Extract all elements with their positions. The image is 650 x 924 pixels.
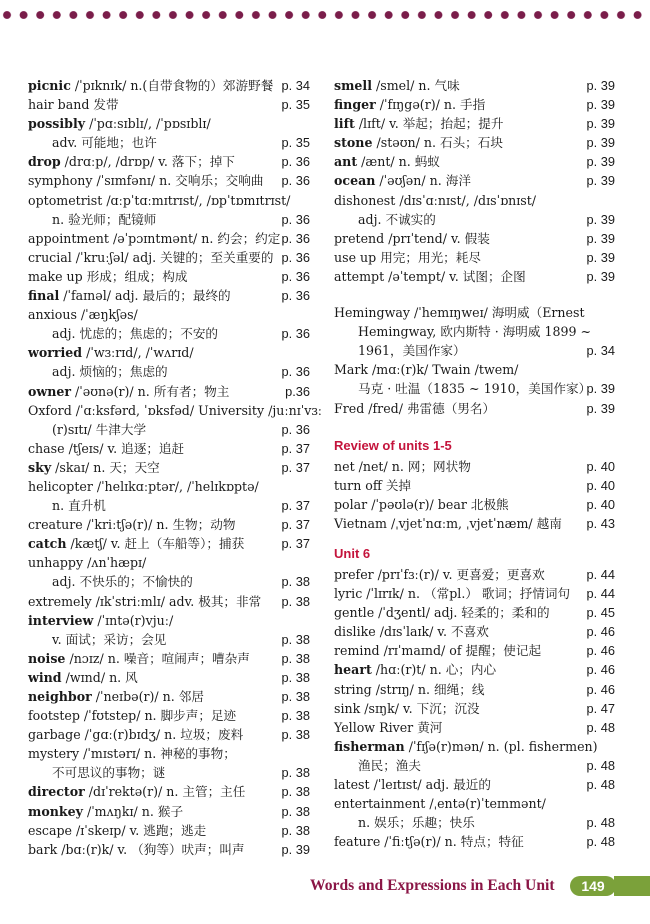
vocab-entry (28, 477, 312, 496)
page-reference: p. 39 (281, 841, 310, 857)
vocab-entry (334, 267, 617, 286)
page-reference: p. 37 (281, 536, 310, 552)
vocab-entry (334, 191, 617, 210)
vocab-entry (334, 813, 617, 832)
page-reference: p. 39 (586, 78, 615, 93)
vocab-entry (28, 534, 312, 553)
vocab-entry (334, 794, 617, 813)
entry-text: chase /tʃeɪs/ v. 追逐；追赶 (28, 440, 185, 456)
vocab-entry (28, 286, 312, 305)
vocab-entry (28, 744, 312, 763)
page-reference: p. 39 (586, 116, 615, 132)
entry-text: interview /ˈɪntə(r)vjuː/ (28, 612, 174, 628)
entry-text: extremely /ɪkˈstriːmlɪ/ adv. 极其；非常 (28, 593, 262, 609)
page-reference: p. 37 (281, 440, 310, 456)
vocab-entry (28, 401, 322, 420)
page-reference: p. 39 (586, 230, 615, 246)
page-reference: p. 46 (586, 662, 615, 678)
page-reference: p. 39 (586, 268, 615, 284)
page-reference: p. 44 (586, 566, 615, 582)
page-reference: p. 45 (586, 605, 615, 621)
page-reference: p. 44 (586, 586, 615, 602)
vocab-entry (334, 210, 617, 229)
vocab-entry (28, 687, 312, 706)
vocab-entry (334, 379, 617, 398)
vocab-entry (28, 592, 312, 611)
vocab-entry (334, 495, 617, 514)
page-reference: p. 37 (281, 498, 310, 514)
entry-text: garbage /ˈgɑː(r)bɪdʒ/ n. 垃圾；废料 (28, 727, 244, 743)
vocab-entry (28, 706, 312, 725)
vocab-entry (28, 152, 312, 171)
entries-review (334, 457, 617, 533)
entry-text: attempt /əˈtempt/ v. 试图；企图 (334, 268, 526, 284)
entry-text: neighbor /ˈneɪbə(r)/ n. 邻居 (28, 689, 204, 704)
vocab-entry (334, 248, 617, 267)
entry-text: Hemingway /ˈhemɪŋweɪ/ 海明威（Ernest (334, 305, 585, 321)
page-reference: p. 39 (586, 400, 615, 416)
entry-text: pretend /prɪˈtend/ v. 假装 (334, 230, 490, 246)
page-reference: p. 39 (586, 97, 615, 113)
page-reference: p.36 (285, 383, 310, 399)
page-reference: p. 38 (281, 765, 310, 781)
page-reference: p. 46 (586, 624, 615, 640)
vocab-entry (28, 782, 312, 801)
entry-text: feature /ˈfiːtʃə(r)/ n. 特点；特征 (334, 834, 524, 850)
page-reference: p. 38 (281, 708, 310, 724)
page-reference: p. 36 (281, 173, 310, 189)
entry-text: director /dɪˈrektə(r)/ n. 主管；主任 (28, 784, 246, 800)
vocab-entry (334, 322, 617, 341)
entry-text: worried /ˈwɜːrɪd/, /ˈwʌrɪd/ (28, 345, 194, 361)
vocab-entry (28, 133, 312, 152)
vocab-entry (334, 399, 617, 418)
entry-text: adj. 烦恼的；焦虑的 (52, 364, 168, 380)
entry-text: use up 用完；用光；耗尽 (334, 249, 481, 265)
vocab-entry (334, 360, 617, 379)
page-reference: p. 38 (281, 669, 310, 685)
right-column (334, 76, 617, 851)
entry-text: n. 直升机 (52, 498, 106, 514)
page-reference: p. 38 (281, 784, 310, 800)
entry-text: 渔民；渔夫 (358, 757, 421, 773)
entry-text: noise /nɔɪz/ n. 噪音；喧闹声；嘈杂声 (28, 650, 250, 666)
entry-text: 马克 · 吐温（1835 ~ 1910，美国作家） (358, 381, 592, 397)
entry-text: sink /sɪŋk/ v. 下沉；沉没 (334, 700, 480, 716)
vocab-entry (334, 756, 617, 775)
entry-text: ant /ænt/ n. 蚂蚁 (334, 154, 440, 170)
vocab-entry (334, 775, 617, 794)
entry-text: Vietnam /ˌvjetˈnɑːm, ˌvjetˈnæm/ 越南 (334, 515, 562, 531)
vocab-entry (334, 699, 617, 718)
vocab-entry (334, 718, 617, 737)
vocab-entry (28, 191, 312, 210)
entry-text: possibly /ˈpɑːsɪblɪ/, /ˈpɒsɪblɪ/ (28, 116, 211, 132)
section-heading-unit6: Unit 6 (334, 545, 371, 561)
page-reference: p. 48 (586, 777, 615, 792)
vocab-entry (334, 584, 617, 603)
page-reference: p. 36 (281, 421, 310, 437)
vocab-entry (28, 553, 312, 572)
entry-text: dishonest /dɪsˈɑːnɪst/, /dɪsˈɒnɪst/ (334, 192, 537, 208)
vocab-entry (28, 248, 312, 267)
page-reference: p. 38 (281, 727, 310, 743)
vocab-entry (334, 133, 617, 152)
page-reference: p. 48 (586, 834, 615, 850)
entry-text: make up 形成；组成；构成 (28, 268, 188, 284)
page-reference: p. 36 (281, 154, 310, 170)
entries-unit6 (334, 565, 617, 851)
entry-text: optometrist /ɑːpˈtɑːmɪtrɪst/, /ɒpˈtɒmɪtrɪst/ (28, 192, 291, 208)
entry-text: dislike /dɪsˈlaɪk/ v. 不喜欢 (334, 624, 489, 640)
vocab-entry (334, 152, 617, 171)
vocab-entry (28, 171, 312, 190)
entry-text: stone /stəʊn/ n. 石头；石块 (334, 135, 503, 151)
entry-text: 1961，美国作家） (358, 343, 466, 359)
entry-text: symphony /ˈsɪmfənɪ/ n. 交响乐；交响曲 (28, 173, 264, 189)
entry-text: lift /lɪft/ v. 举起；抬起；提升 (334, 116, 504, 132)
vocab-entry (28, 763, 312, 782)
entry-text: Yellow River 黄河 (334, 719, 443, 735)
page-reference: p. 48 (586, 719, 615, 735)
page-reference: p. 40 (586, 458, 615, 474)
page-reference: p. 36 (281, 268, 310, 284)
entry-text: Fred /fred/ 弗雷德（男名） (334, 400, 496, 416)
vocab-entry (28, 840, 312, 859)
page-reference: p. 40 (586, 477, 615, 493)
decorative-dot-border (0, 0, 650, 30)
entry-text: drop /drɑːp/, /drɒp/ v. 落下；掉下 (28, 154, 235, 170)
vocab-entry (334, 737, 617, 756)
vocab-entry (334, 303, 617, 322)
vocab-entry (334, 95, 617, 114)
page-reference: p. 40 (586, 496, 615, 512)
page-number-badge: 149 (570, 876, 616, 896)
vocab-entry (334, 76, 617, 95)
entry-text: mystery /ˈmɪstərɪ/ n. 神秘的事物； (28, 746, 236, 762)
entry-text: monkey /ˈmʌŋkɪ/ n. 猴子 (28, 803, 184, 819)
vocab-entry (28, 343, 312, 362)
entries-names (334, 303, 617, 418)
entry-text: ocean /ˈəʊʃən/ n. 海洋 (334, 173, 471, 189)
entry-text: v. 面试；采访；会见 (52, 631, 167, 647)
vocab-entry (334, 832, 617, 851)
vocab-entry (28, 630, 312, 649)
vocab-entry (28, 229, 312, 248)
entry-text: escape /ɪˈskeɪp/ v. 逃跑；逃走 (28, 822, 207, 838)
page-reference: p. 34 (586, 343, 615, 359)
vocab-entry (28, 210, 312, 229)
entry-text: bark /bɑː(r)k/ v. （狗等）吠声；叫声 (28, 841, 245, 857)
left-column (28, 76, 322, 859)
vocab-entry (28, 114, 312, 133)
entry-text: fisherman /ˈfɪʃə(r)mən/ n. (pl. fishermen) (334, 738, 598, 754)
entry-text: n. 验光师；配镜师 (52, 211, 157, 227)
page-reference: p. 39 (586, 249, 615, 265)
page-reference: p. 36 (281, 364, 310, 380)
page-reference: p. 48 (586, 757, 615, 773)
vocab-entry (334, 229, 617, 248)
page-reference: p. 37 (281, 517, 310, 533)
entry-text: footstep /ˈfʊtstep/ n. 脚步声；足迹 (28, 708, 237, 724)
vocab-entry (28, 572, 312, 591)
page-reference: p. 48 (586, 815, 615, 831)
page-reference: p. 38 (281, 650, 310, 666)
vocab-entry (334, 603, 617, 622)
entry-text: net /net/ n. 网；网状物 (334, 458, 471, 474)
entry-text: picnic /ˈpɪknɪk/ n.(自带食物的）郊游野餐 (28, 78, 274, 93)
vocab-entry (28, 76, 312, 95)
page-reference: p. 46 (586, 643, 615, 659)
entry-text: adv. 可能地；也许 (52, 135, 157, 151)
vocab-entry (334, 514, 617, 533)
entry-text: final /ˈfaɪnəl/ adj. 最后的；最终的 (28, 288, 231, 304)
page-reference: p. 39 (586, 173, 615, 189)
entry-text: anxious /ˈæŋkʃəs/ (28, 307, 138, 323)
entry-text: lyric /ˈlɪrɪk/ n. （常pl.） 歌词；抒情词句 (334, 586, 571, 602)
vocab-entry (334, 457, 617, 476)
vocab-entry (28, 305, 312, 324)
entry-text: helicopter /ˈhelɪkɑːptər/, /ˈhelɪkɒptə/ (28, 478, 259, 494)
entry-text: adj. 忧虑的；焦虑的；不安的 (52, 326, 219, 342)
footer-title: Words and Expressions in Each Unit (310, 877, 555, 894)
vocab-entry (334, 341, 617, 360)
entry-text: prefer /prɪˈfɜː(r)/ v. 更喜爱；更喜欢 (334, 566, 545, 582)
vocab-entry (334, 114, 617, 133)
page-reference: p. 38 (281, 574, 310, 590)
entry-text: unhappy /ʌnˈhæpɪ/ (28, 555, 147, 571)
entry-text: appointment /əˈpɔɪntmənt/ n. 约会；约定 (28, 230, 281, 246)
entry-text: heart /hɑː(r)t/ n. 心；内心 (334, 662, 497, 678)
page-reference: p. 38 (281, 803, 310, 819)
vocab-entry (334, 171, 617, 190)
page-badge-tail (614, 876, 650, 896)
vocab-entry (334, 641, 617, 660)
entry-text: latest /ˈleɪtɪst/ adj. 最近的 (334, 777, 491, 792)
page-reference: p. 37 (281, 459, 310, 475)
page-reference: p. 36 (281, 249, 310, 265)
vocab-entry (28, 802, 312, 821)
page-reference: p. 34 (281, 78, 310, 93)
entry-text: Hemingway, 欧内斯特 · 海明威 1899 ~ (358, 324, 592, 340)
vocab-entry (28, 668, 312, 687)
entry-text: entertainment /ˌentə(r)ˈteɪnmənt/ (334, 796, 546, 812)
page-reference: p. 36 (281, 211, 310, 227)
entry-text: (r)sɪtɪ/ 牛津大学 (52, 421, 147, 437)
vocab-entry (28, 515, 312, 534)
vocab-entry (334, 680, 617, 699)
page-reference: p. 36 (281, 326, 310, 342)
page-reference: p. 35 (281, 97, 310, 113)
entry-text: wind /wɪnd/ n. 风 (28, 669, 138, 685)
vocab-entry (334, 622, 617, 641)
vocab-entry (334, 476, 617, 495)
vocab-entry (28, 611, 312, 630)
entry-text: gentle /ˈdʒentl/ adj. 轻柔的；柔和的 (334, 605, 550, 621)
entry-text: remind /rɪˈmaɪnd/ of 提醒；使记起 (334, 643, 542, 659)
entry-text: hair band 发带 (28, 97, 119, 113)
page-reference: p. 35 (281, 135, 310, 151)
section-heading-review: Review of units 1-5 (334, 437, 452, 453)
entry-text: catch /kætʃ/ v. 赶上（车船等）；捕获 (28, 536, 245, 552)
entry-text: finger /ˈfɪŋgə(r)/ n. 手指 (334, 97, 486, 113)
vocab-entry (334, 565, 617, 584)
page-reference: p. 38 (281, 822, 310, 838)
entry-text: string /strɪŋ/ n. 细绳；线 (334, 681, 485, 697)
page-reference: p. 38 (281, 689, 310, 704)
vocab-entry (28, 821, 312, 840)
entry-text: 不可思议的事物；谜 (52, 765, 166, 781)
vocab-entry (28, 362, 312, 381)
vocab-entry (28, 496, 312, 515)
entries-top (334, 76, 617, 286)
vocab-entry (334, 660, 617, 679)
entry-text: creature /ˈkriːtʃə(r)/ n. 生物；动物 (28, 517, 236, 533)
page-reference: p. 39 (586, 154, 615, 170)
page-reference: p. 36 (281, 288, 310, 304)
vocab-entry (28, 458, 312, 477)
entry-text: adj. 不诚实的 (358, 211, 436, 227)
entry-text: Mark /mɑː(r)k/ Twain /twem/ (334, 362, 519, 378)
vocab-entry (28, 420, 312, 439)
vocab-entry (28, 649, 312, 668)
entry-text: n. 娱乐；乐趣；快乐 (358, 815, 475, 831)
vocab-entry (28, 267, 312, 286)
page-reference: p. 39 (586, 381, 615, 397)
page-reference: p. 43 (586, 515, 615, 531)
vocab-entry (28, 324, 312, 343)
vocab-entry (28, 439, 312, 458)
vocab-entry (28, 725, 312, 744)
entry-text: sky /skaɪ/ n. 天；天空 (28, 459, 160, 475)
entry-text: adj. 不快乐的；不愉快的 (52, 574, 193, 590)
page-reference: p. 38 (281, 593, 310, 609)
page-reference: p. 39 (586, 135, 615, 151)
vocab-entry (28, 382, 312, 401)
page-reference: p. 46 (586, 681, 615, 697)
entry-text: crucial /ˈkruːʃəl/ adj. 关键的；至关重要的 (28, 249, 274, 265)
entry-text: Oxford /ˈɑːksfərd, ˈɒksfəd/ University /juːnɪˈvɜː (28, 402, 322, 418)
page-reference: p. 39 (586, 211, 615, 227)
page-reference: p. 36 (281, 230, 310, 246)
entry-text: owner /ˈəʊnə(r)/ n. 所有者；物主 (28, 383, 230, 399)
entry-text: turn off 关掉 (334, 477, 412, 493)
page-reference: p. 38 (281, 631, 310, 647)
entry-text: smell /smel/ n. 气味 (334, 78, 460, 93)
entry-text: polar /ˈpəʊlə(r)/ bear 北极熊 (334, 496, 509, 512)
vocab-entry (28, 95, 312, 114)
page-reference: p. 47 (586, 700, 615, 716)
